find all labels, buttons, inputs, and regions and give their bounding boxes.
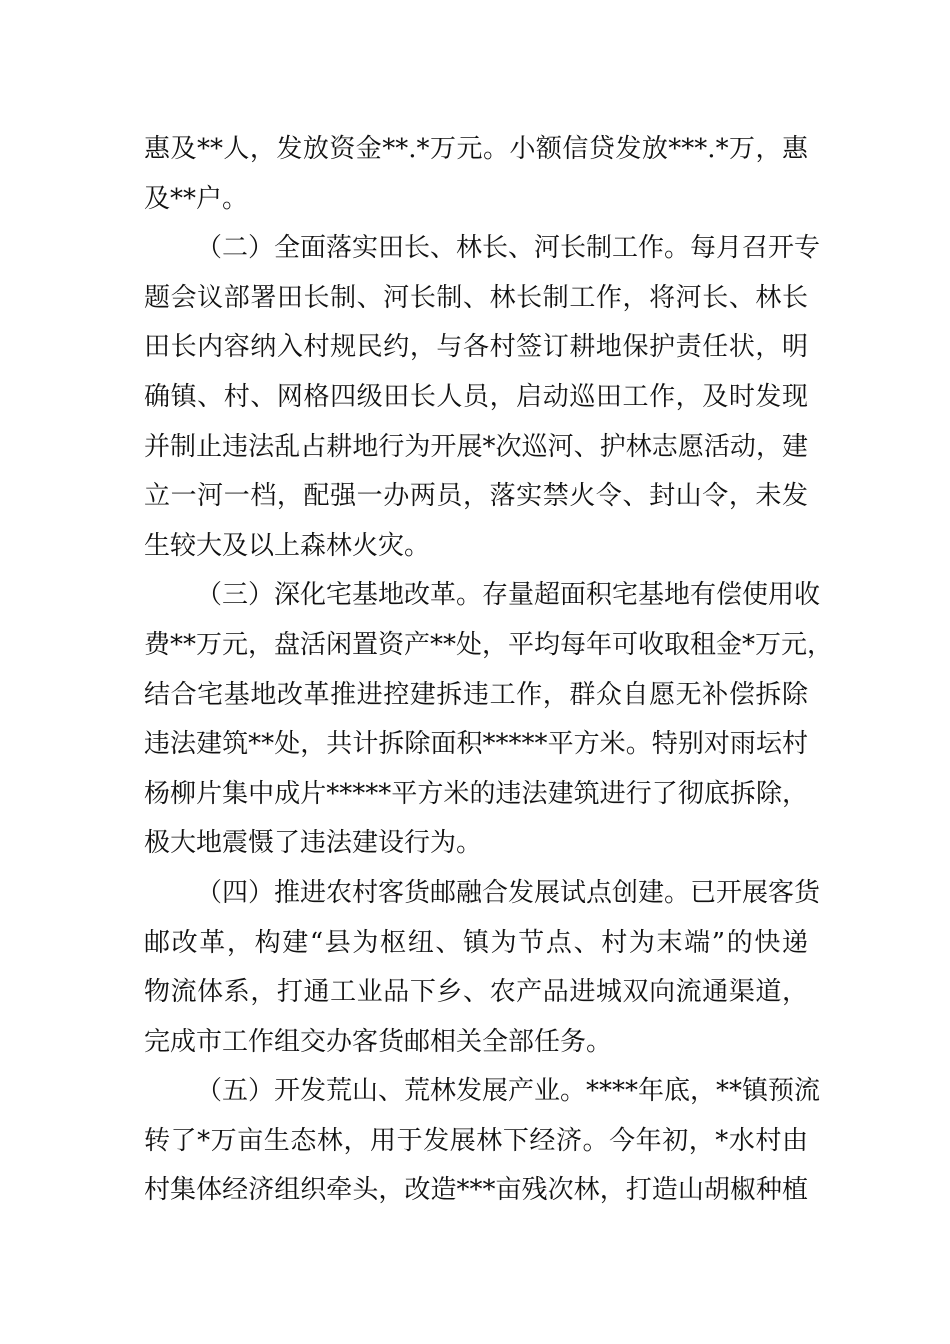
- paragraph-continued: [144, 125, 808, 224]
- text-line: 转了*万亩生态林，用于发展林下经济。今年初，*水村由: [144, 1125, 808, 1156]
- text-line: 村集体经济组织牵头，改造***亩残次林，打造山胡椒种植: [144, 1175, 808, 1206]
- text-line: （四）推进农村客货邮融合发展试点创建。已开展客货: [196, 877, 821, 908]
- document-body: [144, 125, 834, 1216]
- text-line: 物流体系，打通工业品下乡、农产品进城双向流通渠道，: [144, 977, 808, 1008]
- text-line: 田长内容纳入村规民约，与各村签订耕地保护责任状，明: [144, 332, 808, 363]
- text-line: （二）全面落实田长、林长、河长制工作。每月召开专: [196, 233, 821, 264]
- paragraph-passenger-freight-mail: [144, 869, 821, 1067]
- text-line: 违法建筑**处，共计拆除面积*****平方米。特别对雨坛村: [144, 729, 808, 760]
- text-line: 惠及**人，发放资金**.*万元。小额信贷发放***.*万，惠: [144, 134, 808, 164]
- paragraph-homestead-reform: [144, 571, 834, 869]
- text-line: 杨柳片集中成片*****平方米的违法建筑进行了彻底拆除，: [144, 778, 808, 809]
- paragraph-barren-land-development: [144, 1067, 821, 1216]
- paragraph-field-river-forest-chief: [144, 224, 821, 571]
- text-line: 题会议部署田长制、河长制、林长制工作，将河长、林长: [144, 282, 808, 313]
- text-line: 完成市工作组交办客货邮相关全部任务。: [144, 1026, 613, 1057]
- text-line: 及**户。: [144, 183, 249, 214]
- text-line: 并制止违法乱占耕地行为开展*次巡河、护林志愿活动，建: [144, 431, 808, 462]
- text-line: （三）深化宅基地改革。存量超面积宅基地有偿使用收: [196, 580, 821, 611]
- text-line: 立一河一档，配强一办两员，落实禁火令、封山令，未发: [144, 481, 808, 512]
- text-line: （五）开发荒山、荒林发展产业。****年底，**镇预流: [196, 1076, 821, 1107]
- text-line: 极大地震慑了违法建设行为。: [144, 828, 483, 859]
- text-line: 生较大及以上森林火灾。: [144, 530, 431, 561]
- text-line: 费**万元，盘活闲置资产**处，平均每年可收取租金*万元，: [144, 629, 834, 660]
- text-line: 结合宅基地改革推进控建拆违工作，群众自愿无补偿拆除: [144, 679, 808, 710]
- text-line: 确镇、村、网格四级田长人员，启动巡田工作，及时发现: [144, 381, 808, 412]
- text-line: 邮改革，构建“县为枢纽、镇为节点、村为末端”的快递: [144, 927, 808, 958]
